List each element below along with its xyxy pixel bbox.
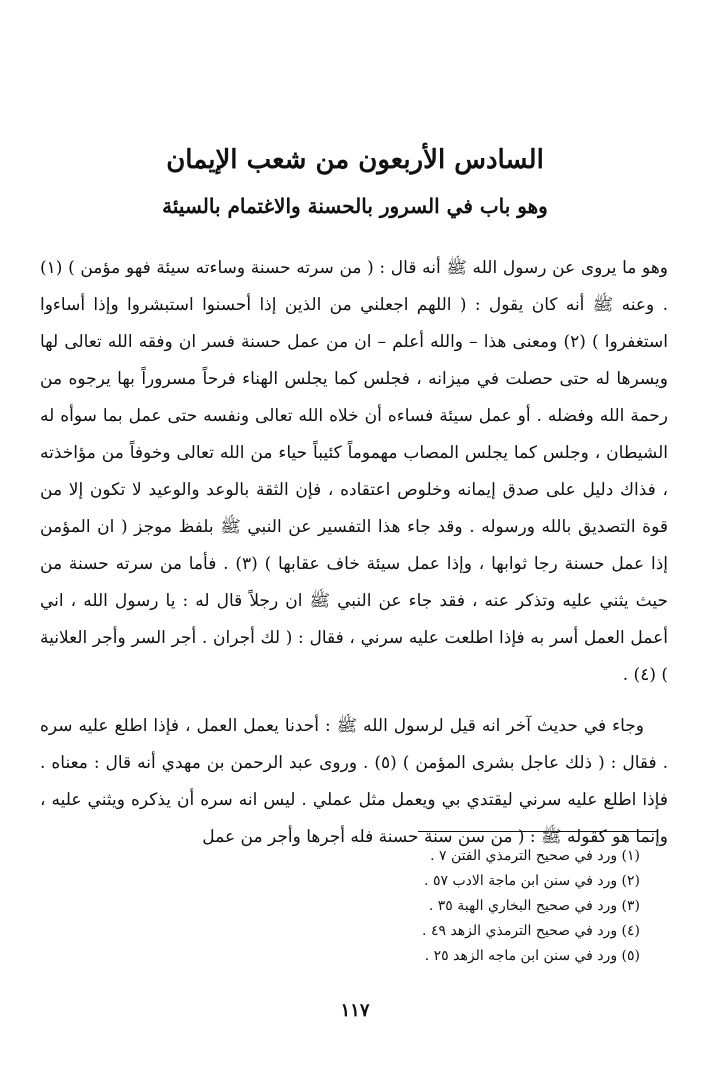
paragraph: وهو ما يروى عن رسول الله ﷺ أنه قال : ( من سرته حسنة وساءته سيئة فهو مؤمن ) (١) . وعنه ﷺ أنه كان يقول : ( اللهم اجعلني من الذين إذا أحسنوا استبشروا وإذا أساءوا استغفروا ) (٢) ومعنى هذا – والله أعلم – ان من عمل حسنة فسر ان وفقه الله تعالى لها ويسرها له حتى حصلت في ميزانه ، فجلس كما يجلس الهناء فرحاً مسروراً بها يرجوه من رحمة الله وفضله . أو عمل سيئة فساءه أن خلاه الله تعالى ونفسه حتى عمل بما سوأه له الشيطان ، وجلس كما يجلس المصاب مهموماً كئيباً حياء من الله تعالى وخوفاً من مؤاخذته ، فذاك دليل على صدق إيمانه وخلوص اعتقاده ، فإن الثقة بالوعد والوعيد لا تكون إلا من قوة التصديق بالله ورسوله . وقد جاء هذا التفسير عن النبي ﷺ بلفظ موجز ( ان المؤمن إذا عمل حسنة رجا ثوابها ، وإذا عمل سيئة خاف عقابها ) (٣) . فأما من سرته حسنة من حيث يثني عليه وتذكر عنه ، فقد جاء عن النبي ﷺ ان رجلاً قال له : يا رسول الله ، اني أعمل العمل أسر به فإذا اطلعت عليه سرني ، فقال : ( لك أجران . أجر السر وأجر العلانية ) (٤) . (40, 258, 668, 685)
footnote: (٣) ورد في صحيح البخاري الهبة ٣٥ . (428, 898, 640, 914)
chapter-subtitle: وهو باب في السرور بالحسنة والاغتمام بالسيئة (162, 194, 548, 218)
footnote: (٢) ورد في سنن ابن ماجة الادب ٥٧ . (424, 873, 640, 889)
page-number: ١١٧ (340, 1000, 370, 1021)
paragraph: وجاء في حديث آخر انه قيل لرسول الله ﷺ : أحدنا يعمل العمل ، فإذا اطلع عليه سره . فقال : ( ذلك عاجل بشرى المؤمن ) (٥) . وروى عبد الرحمن بن مهدي أنه قال : معناه . فإذا اطلع عليه سرني ليقتدي بي ويعمل مثل عملي . ليس انه سره أن يذكره ويثني عليه ، وإنما هو كقوله ﷺ : ( من سن سنة حسنة فله أجرها وأجر من عمل (40, 716, 668, 847)
footnote: (٤) ورد في صحيح الترمذي الزهد ٤٩ . (422, 923, 640, 939)
footnote-divider (418, 831, 658, 832)
footnotes (240, 844, 640, 969)
body-text (40, 250, 668, 856)
footnote: (٥) ورد في سنن ابن ماجه الزهد ٢٥ . (424, 948, 640, 964)
footnote: (١) ورد في صحيح الترمذي الفتن ٧ . (430, 848, 640, 864)
chapter-title: السادس الأربعون من شعب الإيمان (166, 145, 544, 175)
